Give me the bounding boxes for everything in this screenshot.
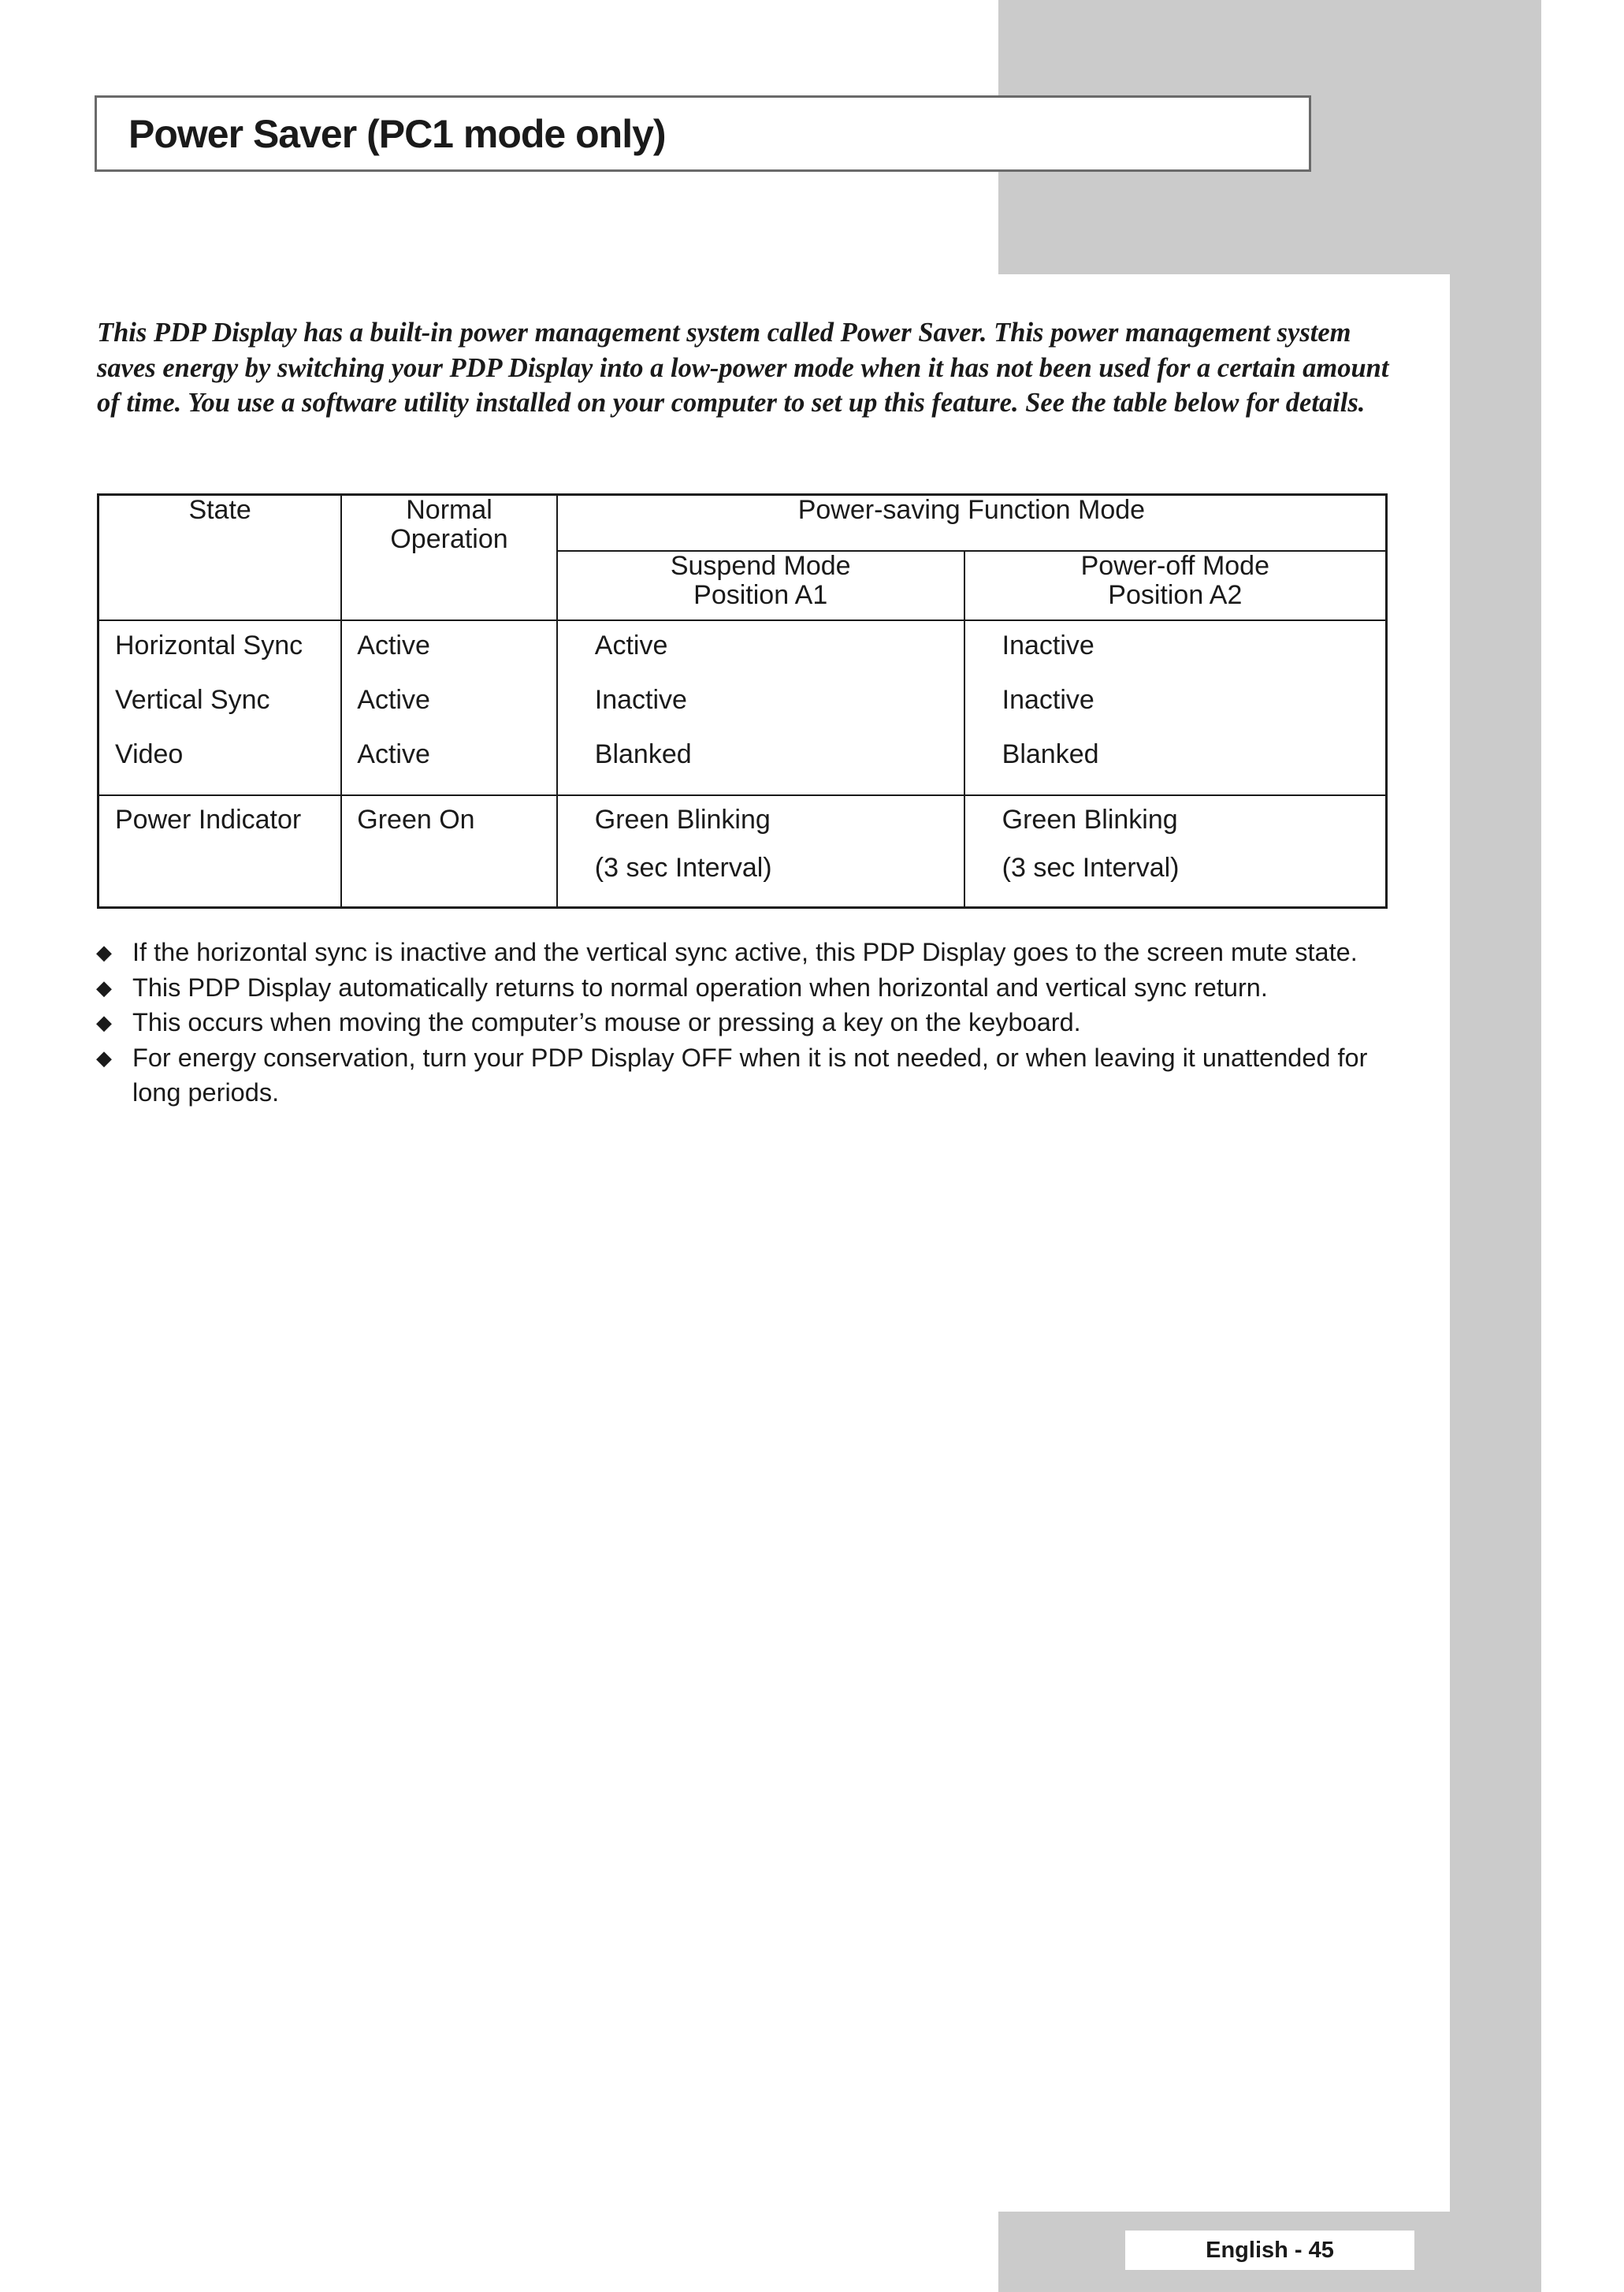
decorative-gray-band-side bbox=[1450, 0, 1541, 2292]
table-row-suspend: Active bbox=[594, 631, 668, 660]
power-saver-table bbox=[97, 493, 1388, 909]
table-row-poweroff: Inactive bbox=[1002, 631, 1094, 660]
diamond-bullet-icon: ◆ bbox=[96, 975, 112, 999]
page-footer bbox=[1125, 2231, 1414, 2270]
header-normal-operation: Normal Operation bbox=[341, 495, 557, 621]
table-row-poweroff-note: (3 sec Interval) bbox=[1002, 853, 1180, 883]
suspend-cell bbox=[557, 620, 964, 795]
header-power-saving-mode: Power-saving Function Mode bbox=[557, 495, 1387, 552]
page-title: Power Saver (PC1 mode only) bbox=[128, 111, 666, 156]
power-indicator-state-cell bbox=[98, 795, 342, 908]
list-item: ◆ This occurs when moving the computer’s mouse or pressing a key on the keyboard. bbox=[96, 1005, 1404, 1040]
list-item: ◆ For energy conservation, turn your PDP Display OFF when it is not needed, or when leaving it unattended for long periods. bbox=[96, 1040, 1404, 1111]
table-row-poweroff: Inactive bbox=[1002, 685, 1094, 715]
page-number: English - 45 bbox=[1206, 2237, 1334, 2263]
table-row-suspend: Green Blinking bbox=[594, 805, 771, 835]
normal-cell bbox=[341, 620, 557, 795]
power-indicator-suspend-cell bbox=[557, 795, 964, 908]
table-row-state: Vertical Sync bbox=[115, 685, 270, 715]
table-row-state: Video bbox=[115, 739, 184, 769]
list-item: ◆ This PDP Display automatically returns to normal operation when horizontal and vertical sync return. bbox=[96, 970, 1404, 1006]
table-row-state: Power Indicator bbox=[115, 805, 302, 835]
page-title-box bbox=[95, 95, 1311, 172]
header-suspend-mode: Suspend Mode Position A1 bbox=[557, 551, 964, 620]
table-row-normal: Active bbox=[357, 739, 430, 769]
table-row-normal: Active bbox=[357, 685, 430, 715]
table-row-suspend-note: (3 sec Interval) bbox=[594, 853, 772, 883]
diamond-bullet-icon: ◆ bbox=[96, 940, 112, 964]
notes-list bbox=[96, 935, 1404, 1111]
header-state: State bbox=[98, 495, 342, 621]
diamond-bullet-icon: ◆ bbox=[96, 1010, 112, 1034]
table-row-normal: Active bbox=[357, 631, 430, 660]
power-indicator-poweroff-cell bbox=[964, 795, 1387, 908]
state-cell bbox=[98, 620, 342, 795]
table-row-suspend: Blanked bbox=[594, 739, 692, 769]
power-indicator-normal-cell bbox=[341, 795, 557, 908]
table-row-normal: Green On bbox=[357, 805, 475, 835]
poweroff-cell bbox=[964, 620, 1387, 795]
table-row-state: Horizontal Sync bbox=[115, 631, 303, 660]
intro-paragraph: This PDP Display has a built-in power management system called Power Saver. This power management system saves energy by switching your PDP Display into a low-power mode when it has not been used for a certain amount of time. You use a software utility installed on your computer to set up this feature. See the table below for details. bbox=[97, 318, 1389, 418]
table-row-poweroff: Green Blinking bbox=[1002, 805, 1178, 835]
diamond-bullet-icon: ◆ bbox=[96, 1045, 112, 1070]
list-item: ◆ If the horizontal sync is inactive and the vertical sync active, this PDP Display goes to the screen mute state. bbox=[96, 935, 1404, 970]
table-row-suspend: Inactive bbox=[594, 685, 687, 715]
header-power-off-mode: Power-off Mode Position A2 bbox=[964, 551, 1387, 620]
table-row-poweroff: Blanked bbox=[1002, 739, 1099, 769]
